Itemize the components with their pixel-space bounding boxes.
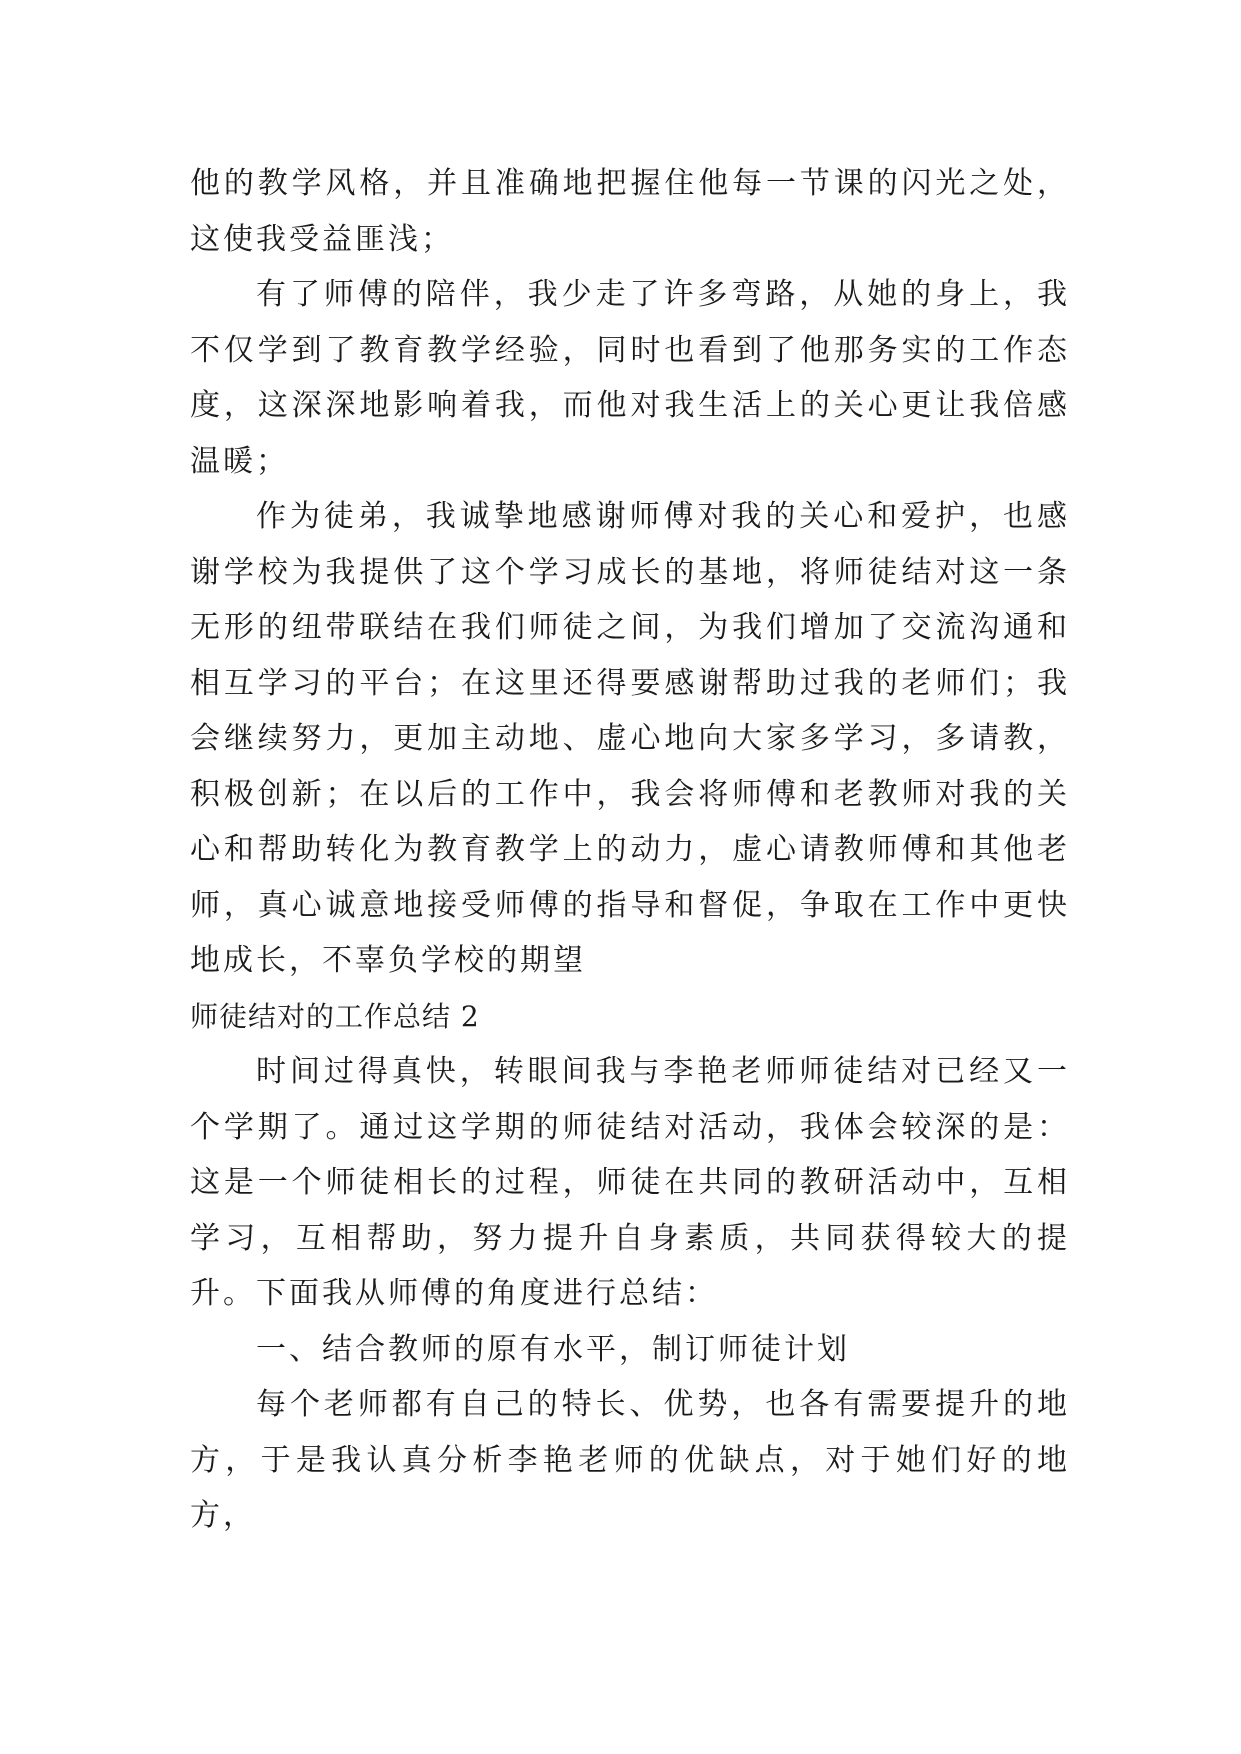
paragraph-analysis: 每个老师都有自己的特长、优势，也各有需要提升的地方，于是我认真分析李艳老师的优缺点，对于她们好的地方，	[190, 1387, 1070, 1533]
paragraph-intro: 时间过得真快，转眼间我与李艳老师师徒结对已经又一个学期了。通过这学期的师徒结对活动，我体会较深的是：这是一个师徒相长的过程，师徒在共同的教研活动中，互相学习，互相帮助，努力提升自身素质，共同获得较大的提升。下面我从师傅的角度进行总结：	[190, 1054, 1070, 1311]
paragraph-continued: 他的教学风格，并且准确地把握住他每一节课的闪光之处，这使我受益匪浅；	[190, 166, 1070, 257]
document-body	[190, 156, 1070, 1544]
section-title: 师徒结对的工作总结 2	[190, 999, 480, 1033]
paragraph-subheading: 一、结合教师的原有水平，制订师徒计划	[256, 1331, 850, 1367]
paragraph-mentor-company: 有了师傅的陪伴，我少走了许多弯路，从她的身上，我不仅学到了教育教学经验，同时也看到了他那务实的工作态度，这深深地影响着我，而他对我生活上的关心更让我倍感温暖；	[190, 277, 1070, 479]
paragraph-gratitude: 作为徒弟，我诚挚地感谢师傅对我的关心和爱护，也感谢学校为我提供了这个学习成长的基地，将师徒结对这一条无形的纽带联结在我们师徒之间，为我们增加了交流沟通和相互学习的平台；在这里还得要感谢帮助过我的老师们；我会继续努力，更加主动地、虚心地向大家多学习，多请教，积极创新；在以后的工作中，我会将师傅和老教师对我的关心和帮助转化为教育教学上的动力，虚心请教师傅和其他老师，真心诚意地接受师傅的指导和督促，争取在工作中更快地成长，不辜负学校的期望	[190, 499, 1070, 978]
